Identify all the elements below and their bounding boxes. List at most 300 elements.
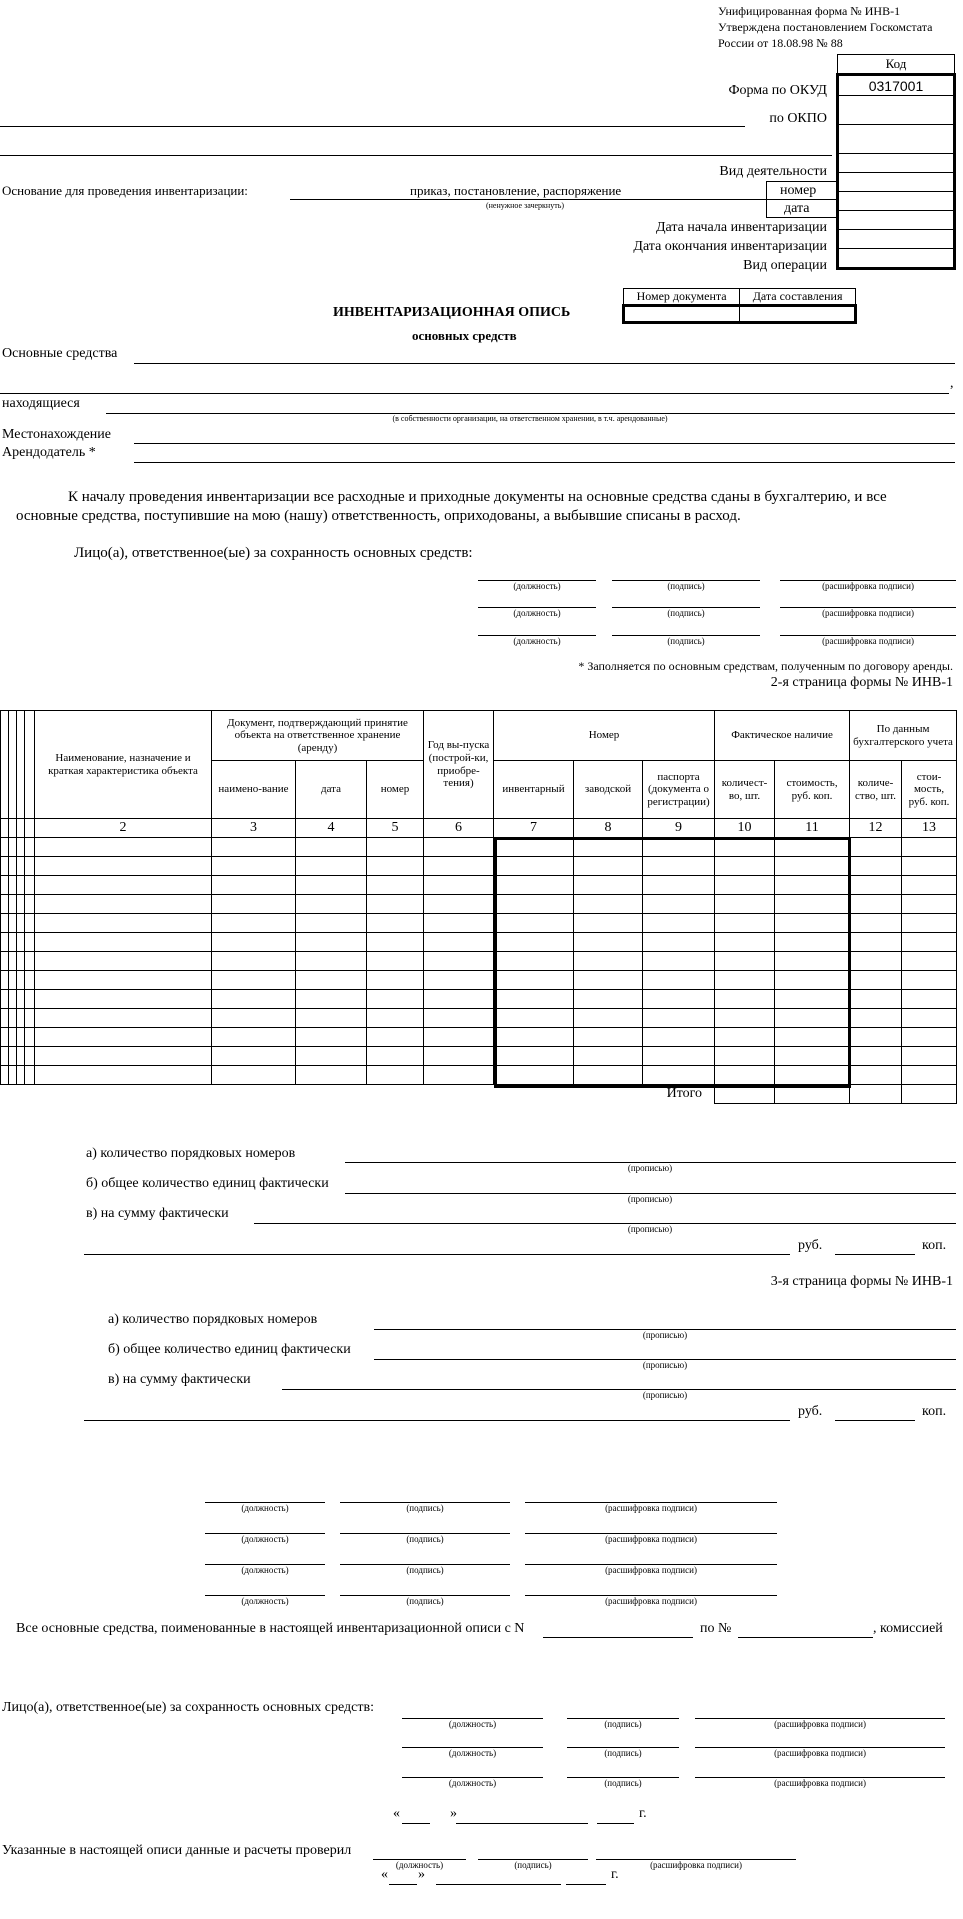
table-cell[interactable] (212, 838, 296, 857)
resp-position-caption-3: (должность) (513, 636, 561, 646)
assets-line[interactable] (134, 363, 955, 364)
table-cell[interactable] (35, 1028, 212, 1047)
checked-label: Указанные в настоящей описи данные и расчеты проверил (2, 1843, 352, 1858)
table-cell[interactable] (850, 895, 902, 914)
located-note: (в собственности организации, на ответственном хранении, в т.ч. арендованные) (392, 414, 668, 423)
table-cell[interactable] (850, 857, 902, 876)
table-cell[interactable] (367, 971, 424, 990)
table-cell[interactable] (424, 914, 494, 933)
start-date-code[interactable] (838, 211, 955, 230)
table-cell[interactable] (494, 1009, 574, 1028)
table-cell[interactable] (494, 914, 574, 933)
col-acc-qty-header: количе-ство, шт. (850, 761, 902, 819)
table-cell[interactable] (902, 1066, 957, 1085)
table-cell[interactable] (494, 876, 574, 895)
table-cell[interactable] (424, 952, 494, 971)
col-acc-header: По данным бухгалтерского учета (850, 711, 957, 761)
col-number: 6 (424, 819, 494, 838)
table-cell[interactable] (902, 876, 957, 895)
table-cell[interactable] (643, 971, 715, 990)
table-cell (17, 952, 25, 971)
table-cell[interactable] (212, 1028, 296, 1047)
total-row (1, 1085, 957, 1104)
receipt-line-2: основные средства, поступившие на мою (нашу) ответственность, оприходованы, а выбывшие списаны в расход. (16, 508, 741, 524)
total3-b-label: б) общее количество единиц фактически (108, 1342, 351, 1357)
table-cell[interactable] (574, 914, 643, 933)
table-cell[interactable] (643, 1009, 715, 1028)
table-cell[interactable] (367, 990, 424, 1009)
table-cell[interactable] (296, 914, 367, 933)
table-cell[interactable] (775, 1009, 850, 1028)
table-row (1, 857, 957, 876)
col-number: 10 (715, 819, 775, 838)
table-cell[interactable] (367, 1066, 424, 1085)
table-cell[interactable] (367, 914, 424, 933)
commission-decode-caption: (расшифровка подписи) (605, 1596, 697, 1606)
commission-decode-caption: (расшифровка подписи) (605, 1534, 697, 1544)
table-cell[interactable] (424, 933, 494, 952)
table-cell[interactable] (902, 933, 957, 952)
table-cell[interactable] (715, 971, 775, 990)
table-cell (1, 971, 9, 990)
table-cell[interactable] (212, 990, 296, 1009)
table-cell[interactable] (212, 914, 296, 933)
statement-to-line[interactable] (738, 1637, 873, 1638)
table-cell[interactable] (494, 971, 574, 990)
table-cell[interactable] (424, 857, 494, 876)
table-cell[interactable] (715, 876, 775, 895)
table-cell[interactable] (574, 1009, 643, 1028)
table-row (1, 876, 957, 895)
responsible2-decode-caption: (расшифровка подписи) (774, 1719, 866, 1729)
date-label: дата (784, 201, 810, 216)
total3-c-label: в) на сумму фактически (108, 1372, 251, 1387)
total-c-line-2[interactable] (84, 1254, 790, 1255)
table-cell[interactable] (775, 1047, 850, 1066)
table-cell[interactable] (574, 857, 643, 876)
table-cell[interactable] (35, 1066, 212, 1085)
table-cell[interactable] (424, 1009, 494, 1028)
table-cell (9, 914, 17, 933)
commission-decode-caption: (расшифровка подписи) (605, 1503, 697, 1513)
commission-sign-caption: (подпись) (406, 1565, 444, 1575)
operation-code[interactable] (838, 249, 955, 269)
table-cell[interactable] (643, 1066, 715, 1085)
table-cell[interactable] (367, 1028, 424, 1047)
table-cell[interactable] (850, 914, 902, 933)
table-cell[interactable] (212, 971, 296, 990)
location-line[interactable] (134, 443, 955, 444)
col-name-header: Наименование, назначение и краткая характеристика объекта (35, 711, 212, 819)
col-doc-name-header: наимено-вание (212, 761, 296, 819)
table-cell (1, 1047, 9, 1066)
table-cell (9, 895, 17, 914)
responsible2-position-caption: (должность) (448, 1719, 497, 1729)
table-cell[interactable] (643, 838, 715, 857)
table-cell[interactable] (212, 895, 296, 914)
date1-year-line[interactable] (597, 1823, 634, 1824)
table-cell[interactable] (212, 1047, 296, 1066)
table-cell[interactable] (902, 971, 957, 990)
table-cell[interactable] (715, 857, 775, 876)
table-cell[interactable] (367, 1009, 424, 1028)
table-cell (9, 857, 17, 876)
table-cell[interactable] (574, 895, 643, 914)
table-cell[interactable] (212, 1009, 296, 1028)
doc-date-value[interactable] (740, 306, 856, 323)
table-cell (25, 1047, 35, 1066)
total-b-caption: (прописью) (627, 1194, 673, 1204)
table-cell (17, 1047, 25, 1066)
table-cell[interactable] (902, 1009, 957, 1028)
commission-position-caption: (должность) (241, 1503, 289, 1513)
basis-line[interactable] (290, 199, 766, 200)
table-cell (25, 914, 35, 933)
table-cell[interactable] (715, 990, 775, 1009)
responsible2-sign-caption: (подпись) (604, 1778, 642, 1788)
table-cell[interactable] (35, 990, 212, 1009)
date1-day-line[interactable] (402, 1823, 430, 1824)
table-cell[interactable] (850, 1066, 902, 1085)
end-date-code[interactable] (838, 230, 955, 249)
table-cell[interactable] (296, 952, 367, 971)
lessor-label: Арендодатель * (2, 445, 96, 460)
col-number: 2 (35, 819, 212, 838)
table-cell[interactable] (715, 895, 775, 914)
table-cell[interactable] (494, 990, 574, 1009)
responsible2-label: Лицо(а), ответственное(ые) за сохранность основных средств: (2, 1700, 375, 1715)
table-cell[interactable] (850, 1009, 902, 1028)
table-cell[interactable] (775, 914, 850, 933)
table-cell[interactable] (715, 914, 775, 933)
total3-rub-label: руб. (798, 1404, 823, 1419)
footnote: * Заполняется по основным средствам, полученным по договору аренды. (578, 659, 953, 673)
table-cell[interactable] (296, 1047, 367, 1066)
table-cell[interactable] (574, 838, 643, 857)
inventory-table (0, 710, 957, 1104)
total-kop-line[interactable] (835, 1254, 915, 1255)
table-cell[interactable] (494, 1047, 574, 1066)
table-cell[interactable] (424, 895, 494, 914)
table-cell (1, 895, 9, 914)
table-row (1, 1028, 957, 1047)
table-cell[interactable] (296, 895, 367, 914)
table-cell (25, 933, 35, 952)
number-code[interactable] (838, 173, 955, 192)
table-cell[interactable] (424, 1028, 494, 1047)
table-cell[interactable] (296, 1066, 367, 1085)
table-cell[interactable] (850, 1047, 902, 1066)
table-cell (25, 876, 35, 895)
date2-month-line[interactable] (436, 1884, 561, 1885)
date1-open-quote: « (393, 1806, 400, 1821)
table-cell[interactable] (643, 933, 715, 952)
table-cell (9, 990, 17, 1009)
table-cell[interactable] (715, 1028, 775, 1047)
table-cell[interactable] (424, 971, 494, 990)
date2-open-quote: « (381, 1867, 388, 1882)
table-cell[interactable] (424, 1047, 494, 1066)
statement-text-3: , комиссией (873, 1621, 943, 1636)
table-cell[interactable] (775, 857, 850, 876)
table-cell[interactable] (643, 990, 715, 1009)
org-name-line[interactable] (0, 126, 745, 127)
table-cell[interactable] (574, 933, 643, 952)
column-numbers-row (1, 819, 957, 838)
table-cell[interactable] (35, 933, 212, 952)
checked-decode-caption: (расшифровка подписи) (650, 1860, 742, 1870)
table-cell[interactable] (494, 857, 574, 876)
table-cell (1, 914, 9, 933)
col-doc-num-header: номер (367, 761, 424, 819)
table-cell[interactable] (715, 1066, 775, 1085)
table-cell[interactable] (715, 933, 775, 952)
table-cell[interactable] (850, 838, 902, 857)
table-row (1, 971, 957, 990)
table-cell[interactable] (296, 1009, 367, 1028)
table-cell[interactable] (775, 1066, 850, 1085)
table-cell (17, 1009, 25, 1028)
table-cell[interactable] (574, 1066, 643, 1085)
receipt-line-1: К началу проведения инвентаризации все расходные и приходные документы на основные средства сданы в бухгалтерию, и все (68, 489, 887, 505)
table-cell[interactable] (35, 952, 212, 971)
table-cell[interactable] (367, 876, 424, 895)
number-label: номер (780, 183, 817, 198)
total-cell[interactable] (902, 1085, 957, 1104)
lessor-line[interactable] (134, 462, 955, 463)
table-cell[interactable] (367, 838, 424, 857)
table-cell[interactable] (643, 876, 715, 895)
table-cell[interactable] (212, 876, 296, 895)
date1-month-line[interactable] (456, 1823, 588, 1824)
table-cell (25, 971, 35, 990)
division-line[interactable] (0, 155, 832, 156)
okud-label: Форма по ОКУД (728, 83, 827, 98)
statement-text-1: Все основные средства, поименованные в настоящей инвентаризационной описи с N (16, 1621, 525, 1636)
table-cell[interactable] (643, 1028, 715, 1047)
table-cell[interactable] (574, 952, 643, 971)
table-cell[interactable] (775, 1028, 850, 1047)
table-cell[interactable] (902, 990, 957, 1009)
table-cell[interactable] (424, 1066, 494, 1085)
table-cell (17, 1028, 25, 1047)
table-cell[interactable] (775, 876, 850, 895)
table-cell[interactable] (296, 876, 367, 895)
table-cell[interactable] (643, 895, 715, 914)
table-cell (9, 838, 17, 857)
table-cell (1, 857, 9, 876)
date-code[interactable] (838, 192, 955, 211)
table-cell[interactable] (367, 933, 424, 952)
date2-year-line[interactable] (566, 1884, 606, 1885)
total3-c-line-2[interactable] (84, 1420, 790, 1421)
table-cell[interactable] (850, 933, 902, 952)
table-cell[interactable] (35, 971, 212, 990)
table-cell[interactable] (902, 895, 957, 914)
commission-sign-caption: (подпись) (406, 1534, 444, 1544)
table-cell[interactable] (574, 1047, 643, 1066)
basis-label: Основание для проведения инвентаризации: (2, 183, 248, 198)
total3-a-label: а) количество порядковых номеров (108, 1312, 318, 1327)
col-number: 13 (902, 819, 957, 838)
resp-position-caption-1: (должность) (513, 581, 561, 591)
table-cell (1, 990, 9, 1009)
checked-sign-caption: (подпись) (514, 1860, 552, 1870)
table-cell[interactable] (850, 952, 902, 971)
table-cell[interactable] (850, 990, 902, 1009)
table-cell[interactable] (902, 914, 957, 933)
total-cell[interactable] (775, 1085, 850, 1104)
col-passport-header: паспорта (документа о регистрации) (643, 761, 715, 819)
table-cell[interactable] (574, 990, 643, 1009)
table-cell[interactable] (35, 914, 212, 933)
table-cell[interactable] (902, 857, 957, 876)
table-cell[interactable] (850, 1028, 902, 1047)
table-row (1, 1066, 957, 1085)
table-cell[interactable] (902, 1028, 957, 1047)
commission-sign-caption: (подпись) (406, 1503, 444, 1513)
page3-label: 3-я страница формы № ИНВ-1 (770, 1274, 953, 1289)
location-label: Местонахождение (2, 427, 112, 442)
table-cell[interactable] (775, 838, 850, 857)
total3-a-caption: (прописью) (642, 1330, 688, 1340)
table-cell[interactable] (715, 838, 775, 857)
assets-comma: , (950, 376, 954, 391)
table-cell[interactable] (494, 895, 574, 914)
table-cell[interactable] (574, 876, 643, 895)
table-cell[interactable] (212, 857, 296, 876)
table-cell (1, 952, 9, 971)
table-cell (9, 1047, 17, 1066)
table-cell[interactable] (775, 933, 850, 952)
basis-note: (ненужное зачеркнуть) (485, 201, 565, 210)
resp-decode-caption-2: (расшифровка подписи) (822, 608, 914, 618)
table-cell[interactable] (850, 971, 902, 990)
table-cell[interactable] (367, 895, 424, 914)
table-cell[interactable] (367, 857, 424, 876)
commission-position-caption: (должность) (241, 1596, 289, 1606)
table-cell[interactable] (494, 952, 574, 971)
table-cell (9, 1009, 17, 1028)
total-cell[interactable] (715, 1085, 775, 1104)
blank-code[interactable] (838, 125, 955, 154)
statement-from-line[interactable] (543, 1637, 693, 1638)
table-cell[interactable] (296, 838, 367, 857)
table-cell[interactable] (715, 1009, 775, 1028)
col-number: 5 (367, 819, 424, 838)
table-cell (9, 1028, 17, 1047)
col-fact-qty-header: количест-во, шт. (715, 761, 775, 819)
table-cell[interactable] (424, 990, 494, 1009)
table-cell[interactable] (775, 952, 850, 971)
table-cell[interactable] (643, 1047, 715, 1066)
table-cell[interactable] (643, 914, 715, 933)
responsible2-decode-caption: (расшифровка подписи) (774, 1778, 866, 1788)
table-cell[interactable] (424, 838, 494, 857)
assets-line-2[interactable] (0, 393, 949, 394)
statement-text-2: по № (700, 1621, 732, 1636)
table-cell (1, 1066, 9, 1085)
table-cell[interactable] (902, 952, 957, 971)
table-cell[interactable] (902, 1047, 957, 1066)
responsible2-sign-caption: (подпись) (604, 1719, 642, 1729)
page2-label: 2-я страница формы № ИНВ-1 (770, 675, 953, 690)
activity-label: Вид деятельности (719, 164, 827, 179)
table-cell[interactable] (902, 838, 957, 857)
table-cell[interactable] (296, 857, 367, 876)
col-number-header: Номер (494, 711, 715, 761)
commission-decode-caption: (расшифровка подписи) (605, 1565, 697, 1575)
table-cell (9, 971, 17, 990)
table-cell[interactable] (643, 857, 715, 876)
table-cell[interactable] (494, 1066, 574, 1085)
doc-number-value[interactable] (624, 306, 740, 323)
col-number: 7 (494, 819, 574, 838)
activity-code[interactable] (838, 154, 955, 173)
table-cell[interactable] (574, 1028, 643, 1047)
table-cell[interactable] (212, 933, 296, 952)
responsible2-position-caption: (должность) (448, 1748, 497, 1758)
table-cell[interactable] (296, 933, 367, 952)
okpo-code[interactable] (838, 96, 955, 125)
table-cell (9, 1066, 17, 1085)
total-kop-label: коп. (922, 1238, 947, 1253)
table-cell[interactable] (775, 971, 850, 990)
date2-day-line[interactable] (389, 1884, 417, 1885)
table-cell[interactable] (35, 838, 212, 857)
table-cell[interactable] (715, 1047, 775, 1066)
table-cell[interactable] (850, 876, 902, 895)
table-cell[interactable] (494, 838, 574, 857)
table-cell[interactable] (35, 857, 212, 876)
table-cell[interactable] (775, 895, 850, 914)
table-cell[interactable] (494, 933, 574, 952)
table-cell[interactable] (643, 952, 715, 971)
table-cell[interactable] (212, 952, 296, 971)
table-cell[interactable] (212, 1066, 296, 1085)
resp-sign-caption-1: (подпись) (667, 581, 705, 591)
table-cell (25, 1066, 35, 1085)
okud-code[interactable]: 0317001 (838, 75, 955, 96)
table-cell[interactable] (367, 1047, 424, 1066)
col-factory-header: заводской (574, 761, 643, 819)
date1-close-quote: » (450, 1806, 457, 1821)
table-cell[interactable] (35, 1047, 212, 1066)
checked-position-caption: (должность) (395, 1860, 444, 1870)
table-cell[interactable] (574, 971, 643, 990)
table-cell[interactable] (35, 895, 212, 914)
table-cell[interactable] (494, 1028, 574, 1047)
table-cell (9, 933, 17, 952)
table-cell[interactable] (35, 876, 212, 895)
resp-sign-caption-3: (подпись) (667, 636, 705, 646)
table-cell[interactable] (424, 876, 494, 895)
table-cell (25, 990, 35, 1009)
date1-year-label: г. (639, 1806, 647, 1821)
table-cell[interactable] (35, 1009, 212, 1028)
table-cell[interactable] (296, 971, 367, 990)
total3-kop-line[interactable] (835, 1420, 915, 1421)
table-cell[interactable] (715, 952, 775, 971)
table-cell[interactable] (296, 1028, 367, 1047)
responsible2-sign-caption: (подпись) (604, 1748, 642, 1758)
table-cell[interactable] (775, 990, 850, 1009)
table-cell[interactable] (296, 990, 367, 1009)
commission-position-caption: (должность) (241, 1534, 289, 1544)
table-cell[interactable] (367, 952, 424, 971)
total-label: Итого (666, 1086, 703, 1102)
total-cell[interactable] (850, 1085, 902, 1104)
